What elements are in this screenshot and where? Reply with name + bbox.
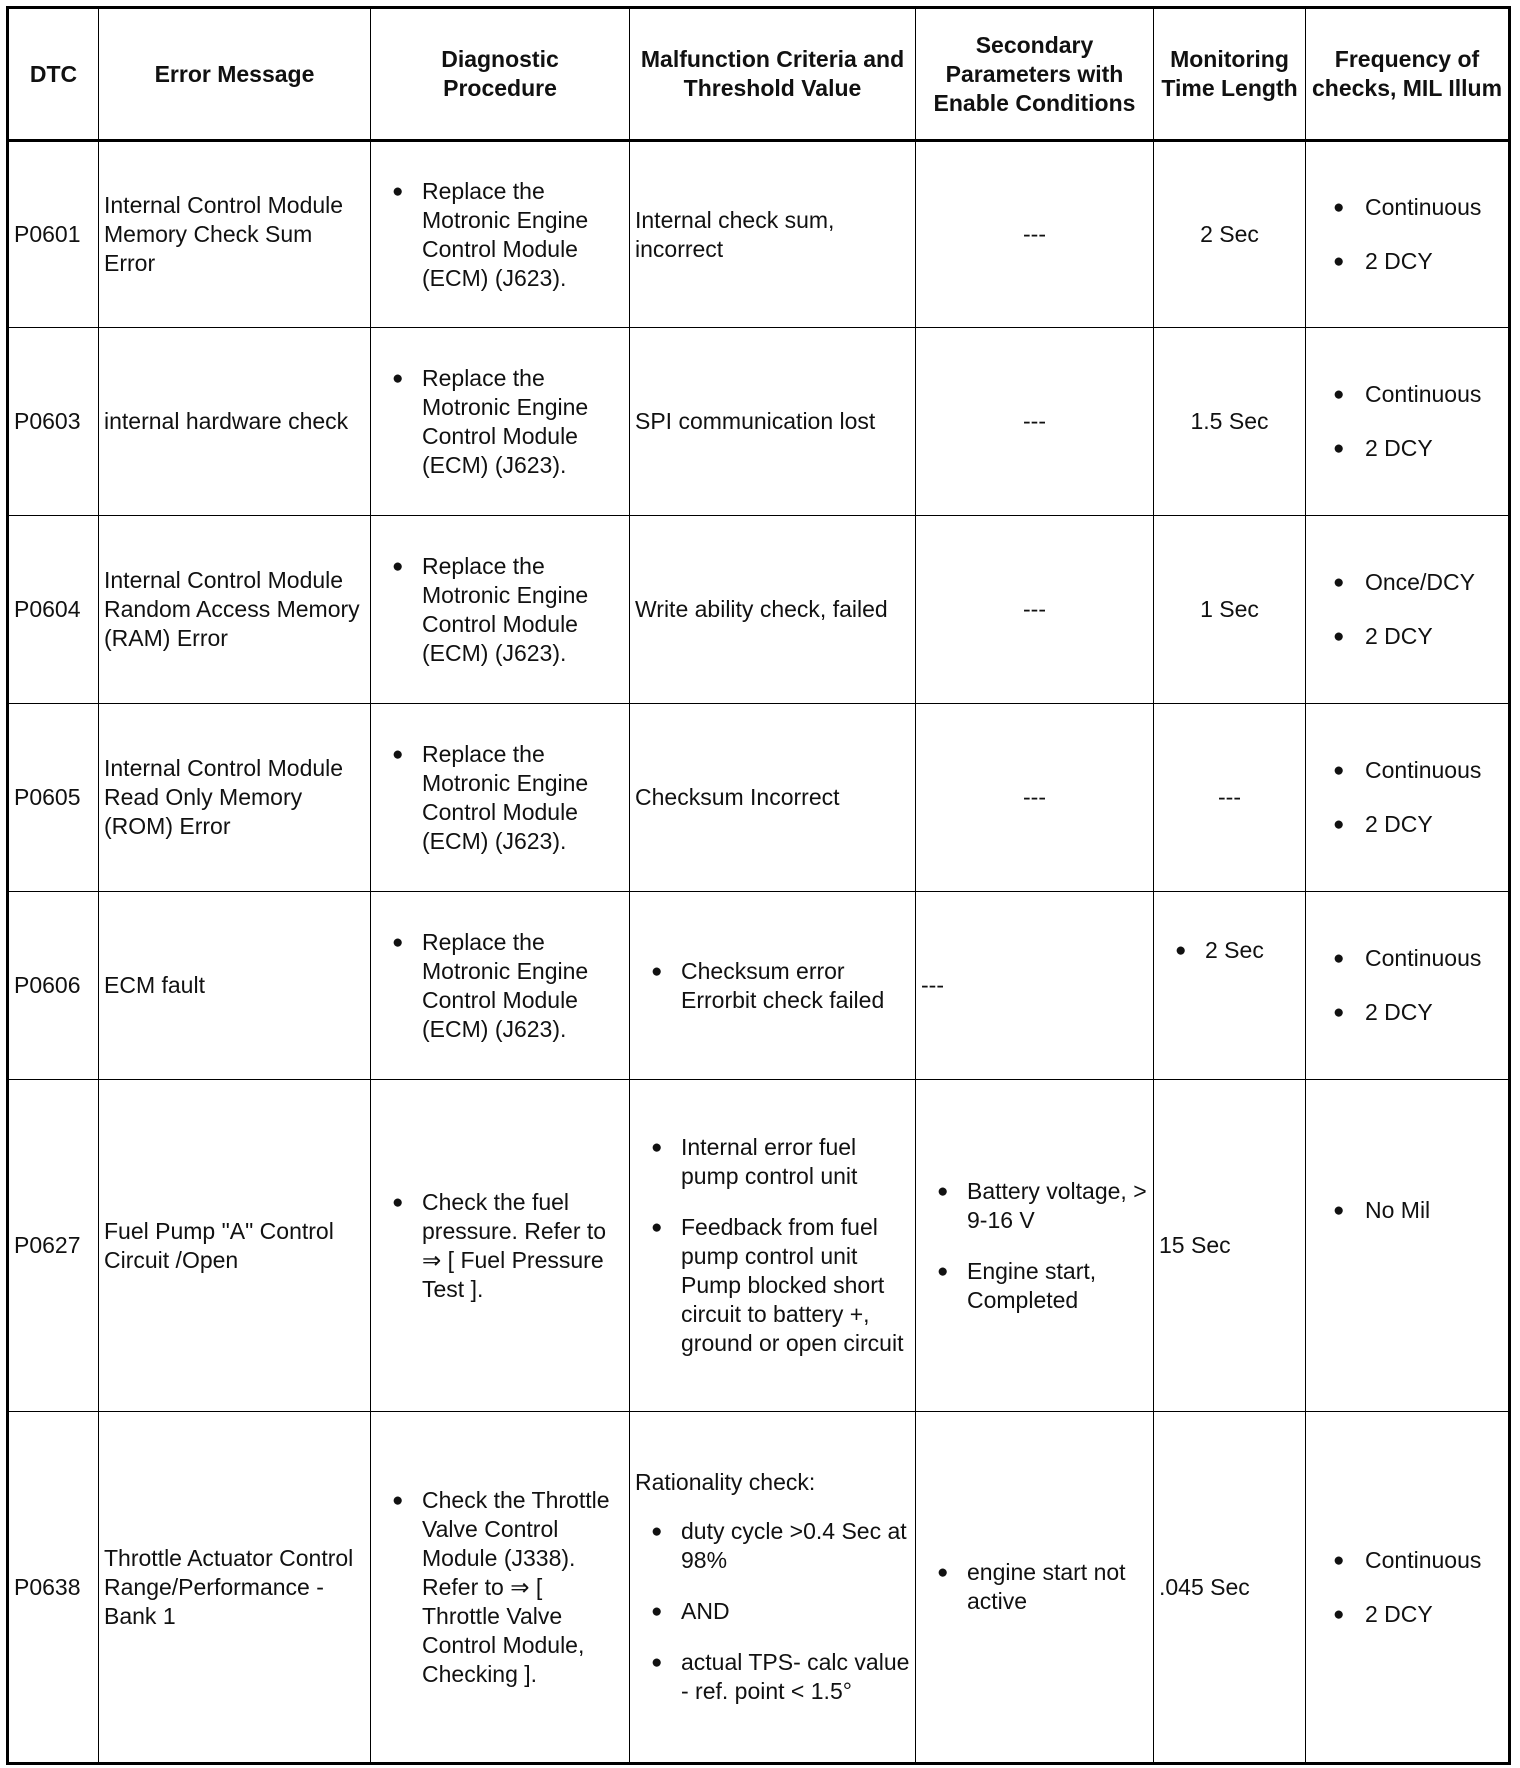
secondary-parameters: --- (916, 328, 1154, 516)
dtc-code: P0627 (8, 1080, 99, 1412)
frequency-item: ● Continuous (1311, 193, 1503, 222)
diagnostic-procedure (371, 516, 630, 704)
table-row (8, 1412, 1510, 1764)
header-malfunction-criteria: Malfunction Criteria and Threshold Value (630, 8, 916, 141)
malfunction-criteria: Write ability check, failed (630, 516, 916, 704)
procedure-item: ● Check the fuel pressure. Refer to ⇒ [ Fuel Pressure Test ]. (376, 1188, 624, 1304)
error-message: Internal Control Module Random Access Memory (RAM) Error (99, 516, 371, 704)
secondary-item: ● engine start not active (921, 1558, 1148, 1616)
monitoring-time-item: ● 2 Sec (1159, 936, 1300, 965)
procedure-item: ● Replace the Motronic Engine Control Module (ECM) (J623). (376, 740, 624, 856)
diagnostic-procedure (371, 704, 630, 892)
malfunction-criteria (630, 1412, 916, 1764)
criteria-item: ● Feedback from fuel pump control unit Pump blocked short circuit to battery +, ground or open circuit (635, 1213, 910, 1358)
secondary-item: ● Battery voltage, > 9-16 V (921, 1177, 1148, 1235)
frequency-item: ● 2 DCY (1311, 622, 1503, 651)
dtc-code: P0638 (8, 1412, 99, 1764)
malfunction-criteria (630, 1080, 916, 1412)
secondary-parameters: --- (916, 892, 1154, 1080)
procedure-item: ● Replace the Motronic Engine Control Module (ECM) (J623). (376, 364, 624, 480)
secondary-parameters: --- (916, 141, 1154, 328)
error-message: internal hardware check (99, 328, 371, 516)
frequency (1306, 516, 1510, 704)
diagnostic-procedure (371, 1412, 630, 1764)
table-row (8, 141, 1510, 328)
procedure-item: ● Replace the Motronic Engine Control Module (ECM) (J623). (376, 552, 624, 668)
frequency-item: ● 2 DCY (1311, 434, 1503, 463)
diagnostic-procedure (371, 892, 630, 1080)
dtc-code: P0603 (8, 328, 99, 516)
malfunction-criteria: Internal check sum, incorrect (630, 141, 916, 328)
frequency-item: ● 2 DCY (1311, 247, 1503, 276)
criteria-item: ● duty cycle >0.4 Sec at 98% (635, 1517, 910, 1575)
header-row (8, 8, 1510, 141)
secondary-item: ● Engine start, Completed (921, 1257, 1148, 1315)
monitoring-time: 15 Sec (1154, 1080, 1306, 1412)
monitoring-time: --- (1154, 704, 1306, 892)
frequency (1306, 704, 1510, 892)
procedure-item: ● Replace the Motronic Engine Control Module (ECM) (J623). (376, 177, 624, 293)
error-message: Fuel Pump "A" Control Circuit /Open (99, 1080, 371, 1412)
dtc-code: P0606 (8, 892, 99, 1080)
criteria-intro: Rationality check: (635, 1469, 816, 1495)
header-dtc: DTC (8, 8, 99, 141)
diagnostic-procedure (371, 1080, 630, 1412)
frequency-item: ● 2 DCY (1311, 810, 1503, 839)
malfunction-criteria (630, 892, 916, 1080)
frequency (1306, 1412, 1510, 1764)
frequency (1306, 141, 1510, 328)
error-message: Throttle Actuator Control Range/Performance - Bank 1 (99, 1412, 371, 1764)
monitoring-time: 1.5 Sec (1154, 328, 1306, 516)
frequency (1306, 328, 1510, 516)
dtc-table (6, 6, 1511, 1765)
dtc-code: P0605 (8, 704, 99, 892)
procedure-item: ● Replace the Motronic Engine Control Module (ECM) (J623). (376, 928, 624, 1044)
frequency (1306, 1080, 1510, 1412)
frequency-item: ● No Mil (1311, 1196, 1503, 1225)
monitoring-time: 1 Sec (1154, 516, 1306, 704)
procedure-item: ● Check the Throttle Valve Control Module (J338). Refer to ⇒ [ Throttle Valve Control Module, Checking ]. (376, 1486, 624, 1689)
secondary-parameters: --- (916, 516, 1154, 704)
error-message: ECM fault (99, 892, 371, 1080)
secondary-parameters: --- (916, 704, 1154, 892)
dtc-code: P0601 (8, 141, 99, 328)
diagnostic-procedure (371, 141, 630, 328)
dtc-code: P0604 (8, 516, 99, 704)
malfunction-criteria: Checksum Incorrect (630, 704, 916, 892)
table-row (8, 328, 1510, 516)
frequency-item: ● Continuous (1311, 380, 1503, 409)
header-diagnostic-procedure: Diagnostic Procedure (371, 8, 630, 141)
secondary-parameters (916, 1080, 1154, 1412)
frequency-item: ● 2 DCY (1311, 1600, 1503, 1629)
header-frequency: Frequency of checks, MIL Illum (1306, 8, 1510, 141)
malfunction-criteria: SPI communication lost (630, 328, 916, 516)
criteria-item: ● actual TPS- calc value - ref. point < 1.5° (635, 1648, 910, 1706)
table-row (8, 704, 1510, 892)
frequency-item: ● Once/DCY (1311, 568, 1503, 597)
criteria-item: ● AND (635, 1597, 910, 1626)
criteria-item: ● Checksum error Errorbit check failed (635, 957, 910, 1015)
error-message: Internal Control Module Memory Check Sum Error (99, 141, 371, 328)
criteria-item: ● Internal error fuel pump control unit (635, 1133, 910, 1191)
table-row (8, 516, 1510, 704)
table-row (8, 892, 1510, 1080)
frequency-item: ● 2 DCY (1311, 998, 1503, 1027)
secondary-parameters (916, 1412, 1154, 1764)
frequency-item: ● Continuous (1311, 756, 1503, 785)
monitoring-time: 2 Sec (1154, 141, 1306, 328)
frequency-item: ● Continuous (1311, 944, 1503, 973)
frequency (1306, 892, 1510, 1080)
monitoring-time: .045 Sec (1154, 1412, 1306, 1764)
diagnostic-procedure (371, 328, 630, 516)
frequency-item: ● Continuous (1311, 1546, 1503, 1575)
monitoring-time (1154, 892, 1306, 1080)
table-row (8, 1080, 1510, 1412)
error-message: Internal Control Module Read Only Memory (ROM) Error (99, 704, 371, 892)
header-secondary-parameters: Secondary Parameters with Enable Conditions (916, 8, 1154, 141)
header-monitoring-time: Monitoring Time Length (1154, 8, 1306, 141)
header-error-message: Error Message (99, 8, 371, 141)
